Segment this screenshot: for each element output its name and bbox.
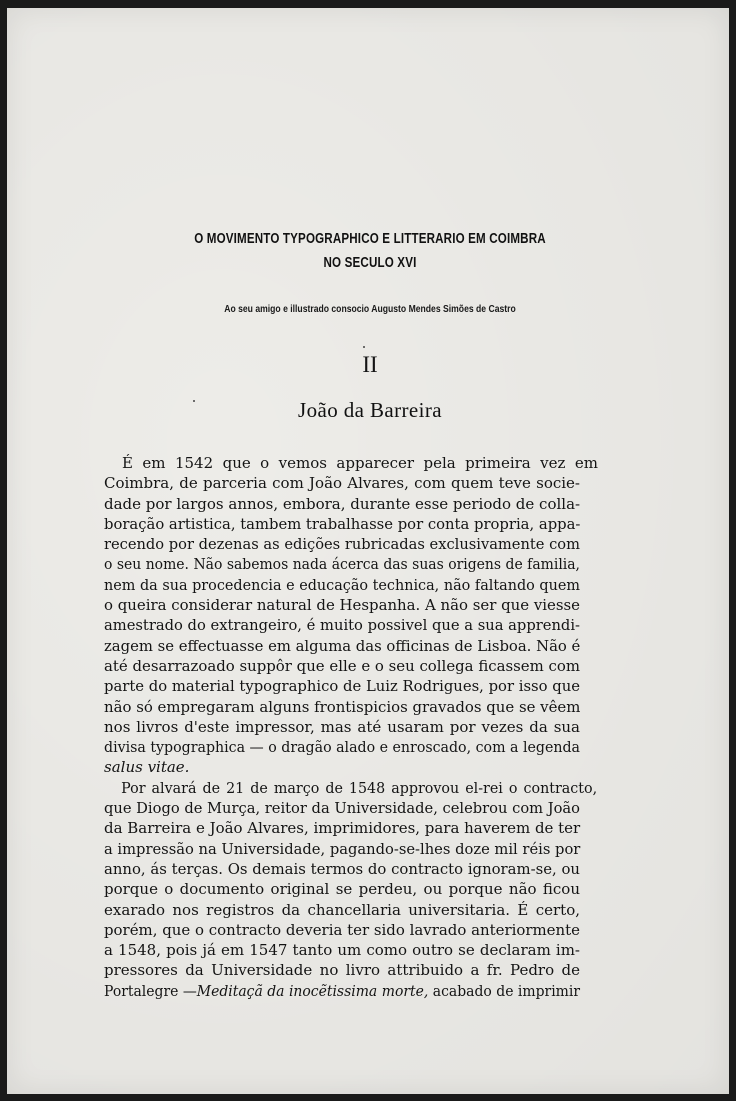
- text-line: exarado nos registros da chancellaria universitaria. É certo,: [104, 900, 580, 919]
- body-text: [104, 453, 598, 1001]
- text-line: não só empregaram alguns frontispicios gravados que se vêem: [104, 697, 581, 716]
- dedication: Ao seu amigo e illustrado consocio Augusto Mendes Simões de Castro: [224, 303, 516, 315]
- text-line: recendo por dezenas as edições rubricadas exclusivamente com: [104, 535, 580, 554]
- section-title: João da Barreira: [298, 398, 442, 422]
- text-line: zagem se effectuasse em alguma das officinas de Lisboa. Não é: [104, 636, 581, 655]
- text-line: pressores da Universidade no livro attribuido a fr. Pedro de: [104, 961, 580, 980]
- text-line-italic: salus vitae.: [104, 758, 190, 777]
- text-line: que Diogo de Murça, reitor da Universidade, celebrou com João: [104, 799, 580, 818]
- text-line: porém, que o contracto deveria ter sido lavrado anteriormente: [104, 920, 580, 939]
- text-line: divisa typographica — o dragão alado e enroscado, com a legenda: [104, 738, 580, 757]
- section-number: II: [362, 352, 378, 377]
- text-line: o queira considerar natural de Hespanha. A não ser que viesse: [104, 596, 580, 615]
- header-line-1: O MOVIMENTO TYPOGRAPHICO E LITTERARIO EM COIMBRA: [194, 231, 546, 247]
- text-line: anno, ás terças. Os demais termos do contracto ignoram-se, ou: [104, 859, 580, 878]
- text-line: a 1548, pois já em 1547 tanto um como outro se declaram im-: [104, 941, 580, 960]
- text-line: parte do material typographico de Luiz Rodrigues, por isso que: [104, 677, 580, 696]
- book-title: Meditaçã da inocẽtissima morte,: [196, 981, 429, 1000]
- ink-speck: [363, 346, 365, 348]
- text-fragment: acabado de imprimir: [428, 981, 581, 1000]
- text-line: a impressão na Universidade, pagando-se-lhes doze mil réis por: [104, 839, 581, 858]
- text-line-final: [104, 981, 580, 1001]
- text-line: dade por largos annos, embora, durante esse periodo de colla-: [104, 494, 581, 513]
- text-line: até desarrazoado suppôr que elle e o seu collega ficassem com: [104, 656, 580, 675]
- text-line: o seu nome. Não sabemos nada ácerca das suas origens de familia,: [104, 555, 581, 574]
- text-line: Coimbra, de parceria com João Alvares, com quem teve socie-: [104, 474, 580, 493]
- text-line: amestrado do extrangeiro, é muito possivel que a sua apprendi-: [104, 616, 580, 635]
- text-line: da Barreira e João Alvares, imprimidores, para haverem de ter: [104, 819, 581, 838]
- text-line: porque o documento original se perdeu, ou porque não ficou: [104, 880, 580, 899]
- text-line: boração artistica, tambem trabalhasse por conta propria, appa-: [104, 514, 581, 533]
- header-line-2: NO SECULO XVI: [323, 255, 417, 271]
- ink-speck: [193, 400, 195, 402]
- text-fragment: Portalegre —: [104, 981, 197, 1000]
- text-line: nos livros d'este impressor, mas até usaram por vezes da sua: [104, 717, 580, 736]
- chapter-header: [158, 227, 582, 275]
- text-line: Por alvará de 21 de março de 1548 approvou el-rei o contracto,: [121, 778, 598, 797]
- text-line: nem da sua procedencia e educação technica, não faltando quem: [104, 575, 580, 594]
- text-line: É em 1542 que o vemos apparecer pela primeira vez em: [122, 454, 598, 472]
